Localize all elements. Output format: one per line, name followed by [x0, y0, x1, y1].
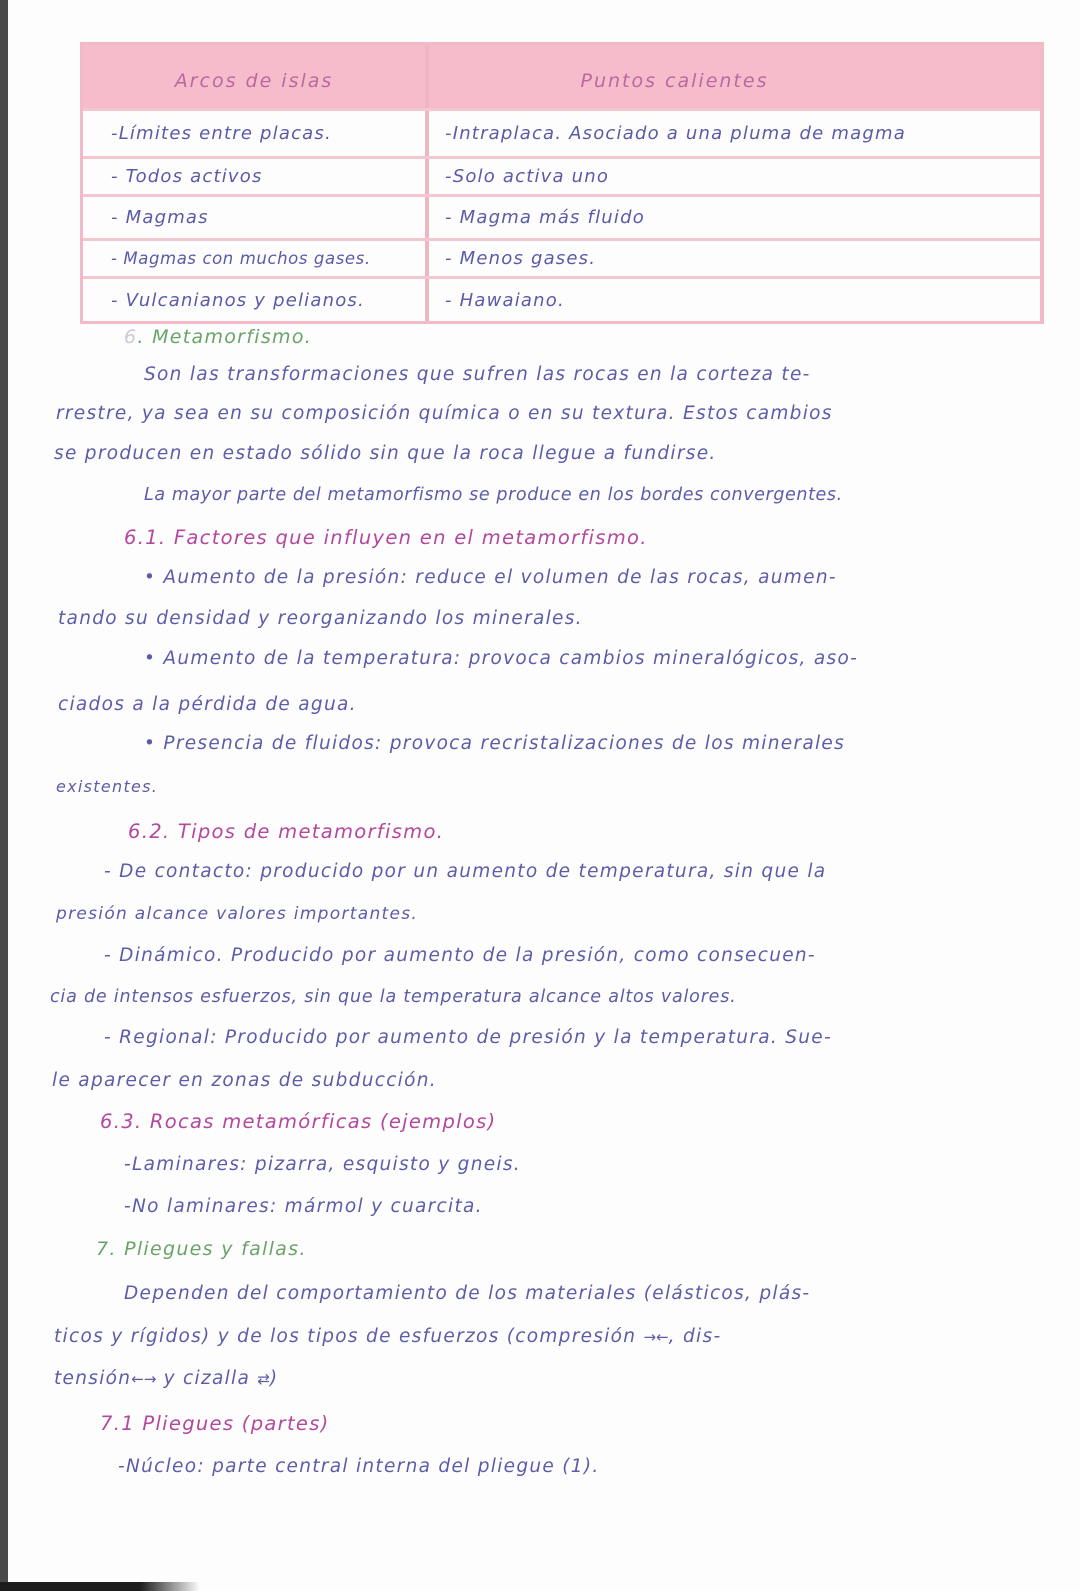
- table-cell: [429, 197, 1040, 238]
- type-line: - Regional: Producido por aumento de presión y la temperatura. Sue-: [104, 1027, 832, 1048]
- cell-text: -Límites entre placas.: [111, 123, 332, 144]
- cell-text: - Magmas: [111, 207, 209, 228]
- type-line: le aparecer en zonas de subducción.: [52, 1070, 437, 1091]
- tension-arrows-icon: ←→: [131, 1370, 157, 1388]
- section-title: . Metamorfismo.: [137, 326, 313, 348]
- bullet-line: • Aumento de la presión: reduce el volumen de las rocas, aumen-: [144, 567, 837, 588]
- cell-text: - Magma más fluido: [445, 207, 645, 228]
- table-cell: [83, 111, 429, 156]
- subsection-6-2-heading: 6.2. Tipos de metamorfismo.: [128, 820, 445, 843]
- paragraph-line: La mayor parte del metamorfismo se produce en los bordes convergentes.: [144, 485, 843, 505]
- paragraph-line: [54, 1326, 721, 1347]
- table-cell: [83, 197, 429, 238]
- table-row: [83, 279, 1040, 321]
- subsection-6-1-heading: 6.1. Factores que influyen en el metamorfismo.: [124, 526, 648, 549]
- section-7-heading: 7. Pliegues y fallas.: [96, 1238, 307, 1260]
- cell-text: -Intraplaca. Asociado a una pluma de magma: [445, 123, 906, 144]
- table-cell: [83, 159, 429, 194]
- subsection-7-1-heading: 7.1 Pliegues (partes): [100, 1412, 330, 1435]
- bullet-line: existentes.: [56, 777, 159, 796]
- shear-arrows-icon: ⇄: [257, 1370, 270, 1388]
- cell-text: - Vulcanianos y pelianos.: [111, 289, 365, 311]
- table-header-cell: [429, 45, 1040, 108]
- header-arcos-de-islas: Arcos de islas: [174, 69, 334, 92]
- text-fragment: , dis-: [668, 1326, 722, 1347]
- table-row: [83, 241, 1040, 279]
- bullet-line: ciados a la pérdida de agua.: [58, 694, 357, 715]
- paragraph-line: Son las transformaciones que sufren las rocas en la corteza te-: [144, 364, 811, 385]
- text-fragment: ): [269, 1368, 279, 1389]
- example-line: -Laminares: pizarra, esquisto y gneis.: [124, 1154, 521, 1175]
- table-cell: [429, 159, 1040, 194]
- table-row: [83, 111, 1040, 159]
- type-line: - De contacto: producido por un aumento de temperatura, sin que la: [104, 861, 827, 882]
- table-header-cell: [83, 45, 429, 108]
- text-fragment: tensión: [54, 1368, 132, 1389]
- table-cell: [83, 279, 429, 321]
- table-cell: [429, 241, 1040, 276]
- page-left-edge: [0, 0, 8, 1591]
- table-cell: [429, 279, 1040, 321]
- paragraph-line: se producen en estado sólido sin que la roca llegue a fundirse.: [54, 443, 717, 464]
- bullet-line: • Presencia de fluidos: provoca recristalizaciones de los minerales: [144, 733, 846, 754]
- cell-text: - Magmas con muchos gases.: [111, 249, 371, 268]
- cell-text: -Solo activa uno: [445, 166, 610, 187]
- compression-arrows-icon: →←: [643, 1328, 669, 1346]
- example-line: -No laminares: mármol y cuarcita.: [124, 1196, 483, 1217]
- section-number: 6: [124, 326, 138, 348]
- subsection-6-3-heading: 6.3. Rocas metamórficas (ejemplos): [100, 1110, 497, 1133]
- bullet-line: tando su densidad y reorganizando los minerales.: [58, 608, 583, 629]
- cell-text: - Menos gases.: [445, 248, 597, 269]
- table-row: [83, 197, 1040, 241]
- section-6-heading: [124, 326, 312, 348]
- text-fragment: ticos y rígidos) y de los tipos de esfuerzos (compresión: [54, 1326, 637, 1347]
- paragraph-line: Dependen del comportamiento de los materiales (elásticos, plás-: [124, 1283, 811, 1304]
- table-cell: [83, 241, 429, 276]
- type-line: - Dinámico. Producido por aumento de la presión, como consecuen-: [104, 945, 816, 966]
- bullet-line: • Aumento de la temperatura: provoca cambios mineralógicos, aso-: [144, 648, 859, 669]
- text-fragment: y cizalla: [163, 1368, 251, 1389]
- paragraph-line: rrestre, ya sea en su composición química o en su textura. Estos cambios: [56, 403, 833, 424]
- table-header-row: [83, 45, 1040, 111]
- type-line: cia de intensos esfuerzos, sin que la temperatura alcance altos valores.: [50, 987, 737, 1007]
- part-line: -Núcleo: parte central interna del pliegue (1).: [118, 1456, 600, 1477]
- cell-text: - Hawaiano.: [445, 289, 565, 311]
- header-puntos-calientes: Puntos calientes: [580, 69, 769, 92]
- cell-text: - Todos activos: [111, 166, 263, 187]
- table-cell: [429, 111, 1040, 156]
- page-bottom-edge: [0, 1582, 200, 1591]
- type-line: presión alcance valores importantes.: [56, 904, 419, 924]
- paragraph-line: [54, 1368, 278, 1389]
- table-row: [83, 159, 1040, 197]
- comparison-table: [80, 42, 1044, 324]
